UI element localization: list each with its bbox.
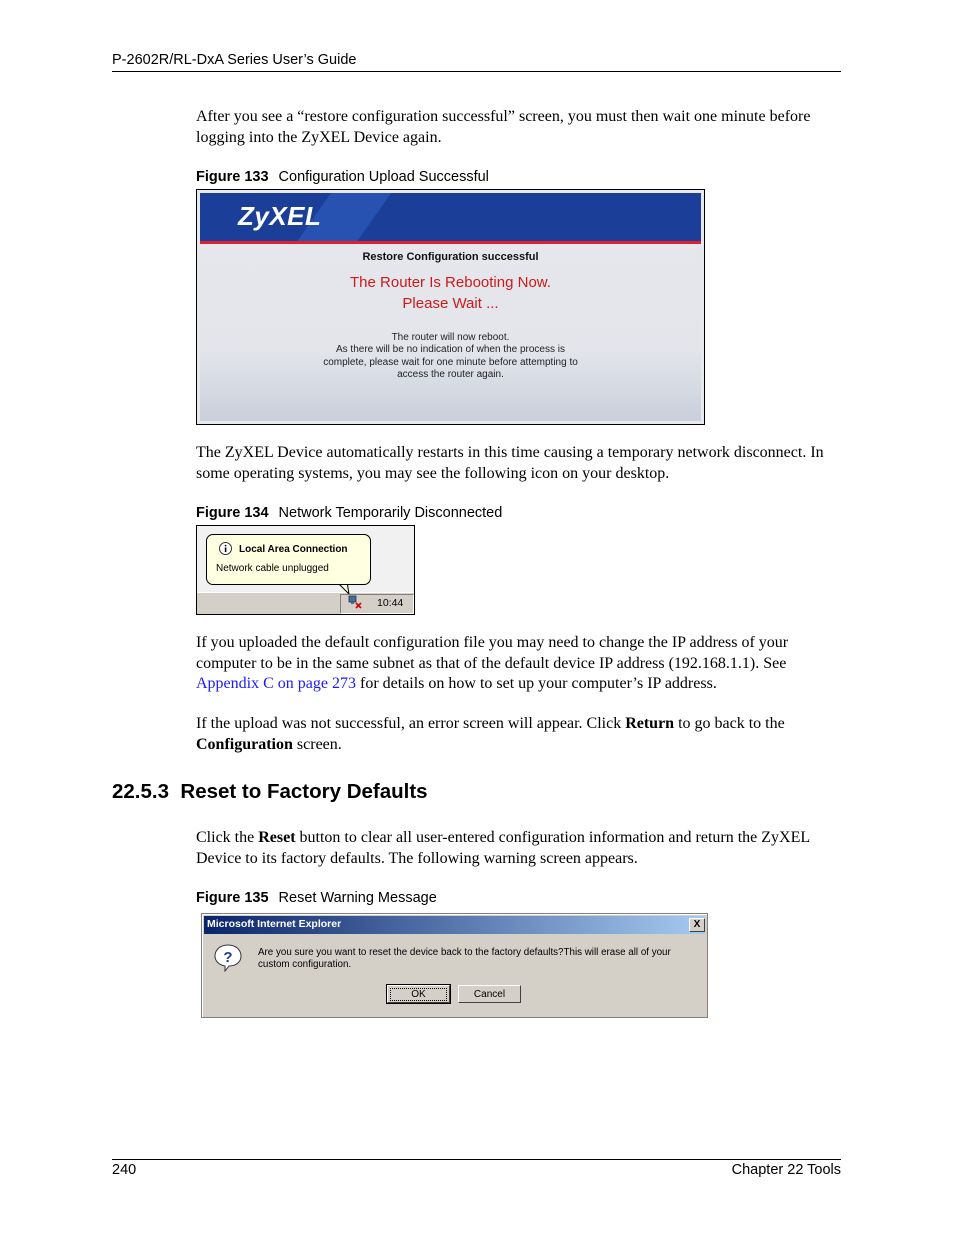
rebooting-line-2: Please Wait ... <box>402 295 499 312</box>
chapter-title: Chapter 22 Tools <box>731 1162 841 1178</box>
paragraph-text: to go back to the <box>674 715 785 732</box>
rebooting-message <box>200 272 701 314</box>
tray-clock: 10:44 <box>377 597 404 609</box>
appendix-c-link[interactable]: Appendix C on page 273 <box>196 675 356 692</box>
balloon-message: Network cable unplugged <box>216 563 329 574</box>
section-heading: 22.5.3 Reset to Factory Defaults <box>112 780 428 803</box>
paragraph-text: If the upload was not successful, an error screen will appear. Click <box>196 715 626 732</box>
figure-label: Figure 134 <box>196 505 269 521</box>
info-icon <box>219 542 232 555</box>
restore-success-screenshot <box>196 189 705 425</box>
ok-button[interactable] <box>387 985 450 1003</box>
return-term: Return <box>625 715 675 732</box>
paragraph-text: for details on how to set up your computer’s IP address. <box>355 675 717 692</box>
reset-paragraph <box>196 828 841 869</box>
ok-button-label: OK <box>390 988 446 1001</box>
reset-term: Reset <box>258 829 296 846</box>
network-disconnected-screenshot <box>196 525 415 615</box>
footer-rule <box>112 1159 841 1160</box>
upload-error-paragraph <box>196 714 841 755</box>
paragraph-text: Click the <box>196 829 259 846</box>
paragraph-text: If you uploaded the default configuration file you may need to change the IP address of your computer to be in the same subnet as that of the default device IP address (192.168.1.1). See <box>196 634 789 672</box>
zyxel-logo: ZyXEL <box>238 201 322 231</box>
header-rule <box>112 71 841 72</box>
reboot-note-line: complete, please wait for one minute before attempting to <box>323 356 578 368</box>
balloon-title: Local Area Connection <box>239 544 348 555</box>
cancel-button[interactable]: Cancel <box>458 985 521 1003</box>
intro-paragraph: After you see a “restore configuration successful” screen, you must then wait one minute before logging into the ZyXEL Device again. <box>196 108 811 146</box>
figure-caption-text: Configuration Upload Successful <box>278 169 489 185</box>
reset-warning-dialog <box>201 913 708 1018</box>
configuration-term: Configuration <box>196 735 293 753</box>
restart-paragraph: The ZyXEL Device automatically restarts in this time causing a temporary network disconnect. In some operating systems, you may see the following icon on your desktop. <box>196 444 824 482</box>
paragraph-text: screen. <box>292 735 342 753</box>
dialog-title: Microsoft Internet Explorer <box>207 918 342 930</box>
figure-133-caption <box>196 169 489 185</box>
figure-label: Figure 135 <box>196 890 269 906</box>
figure-134-caption <box>196 505 502 521</box>
restore-message-panel <box>200 244 701 421</box>
reboot-note <box>200 332 701 381</box>
restore-heading: Restore Configuration successful <box>362 251 539 263</box>
reboot-note-line: As there will be no indication of when the process is <box>335 344 565 356</box>
close-button[interactable]: X <box>689 918 705 932</box>
notification-balloon[interactable] <box>206 534 371 585</box>
figure-135-caption <box>196 890 437 906</box>
figure-caption-text: Reset Warning Message <box>278 890 437 906</box>
svg-text:?: ? <box>223 949 233 966</box>
dialog-message: Are you sure you want to reset the device back to the factory defaults?This will erase all of your custom configuration. <box>258 947 671 970</box>
zyxel-banner <box>200 193 701 244</box>
page-number: 240 <box>112 1162 137 1178</box>
dialog-titlebar <box>204 916 705 934</box>
ip-address-paragraph <box>196 633 841 695</box>
paragraph-text: button to clear all user-entered configuration information and return the ZyXEL Device to its factory defaults. The following warning screen appears. <box>196 829 810 867</box>
figure-label: Figure 133 <box>196 169 269 185</box>
question-icon <box>213 942 243 972</box>
running-header: P-2602R/RL-DxA Series User’s Guide <box>112 52 357 68</box>
reboot-note-line: The router will now reboot. <box>391 332 510 343</box>
figure-caption-text: Network Temporarily Disconnected <box>278 505 503 521</box>
reboot-note-line: access the router again. <box>397 368 504 380</box>
rebooting-line-1: The Router Is Rebooting Now. <box>350 274 551 291</box>
network-disconnected-icon[interactable] <box>348 595 362 609</box>
